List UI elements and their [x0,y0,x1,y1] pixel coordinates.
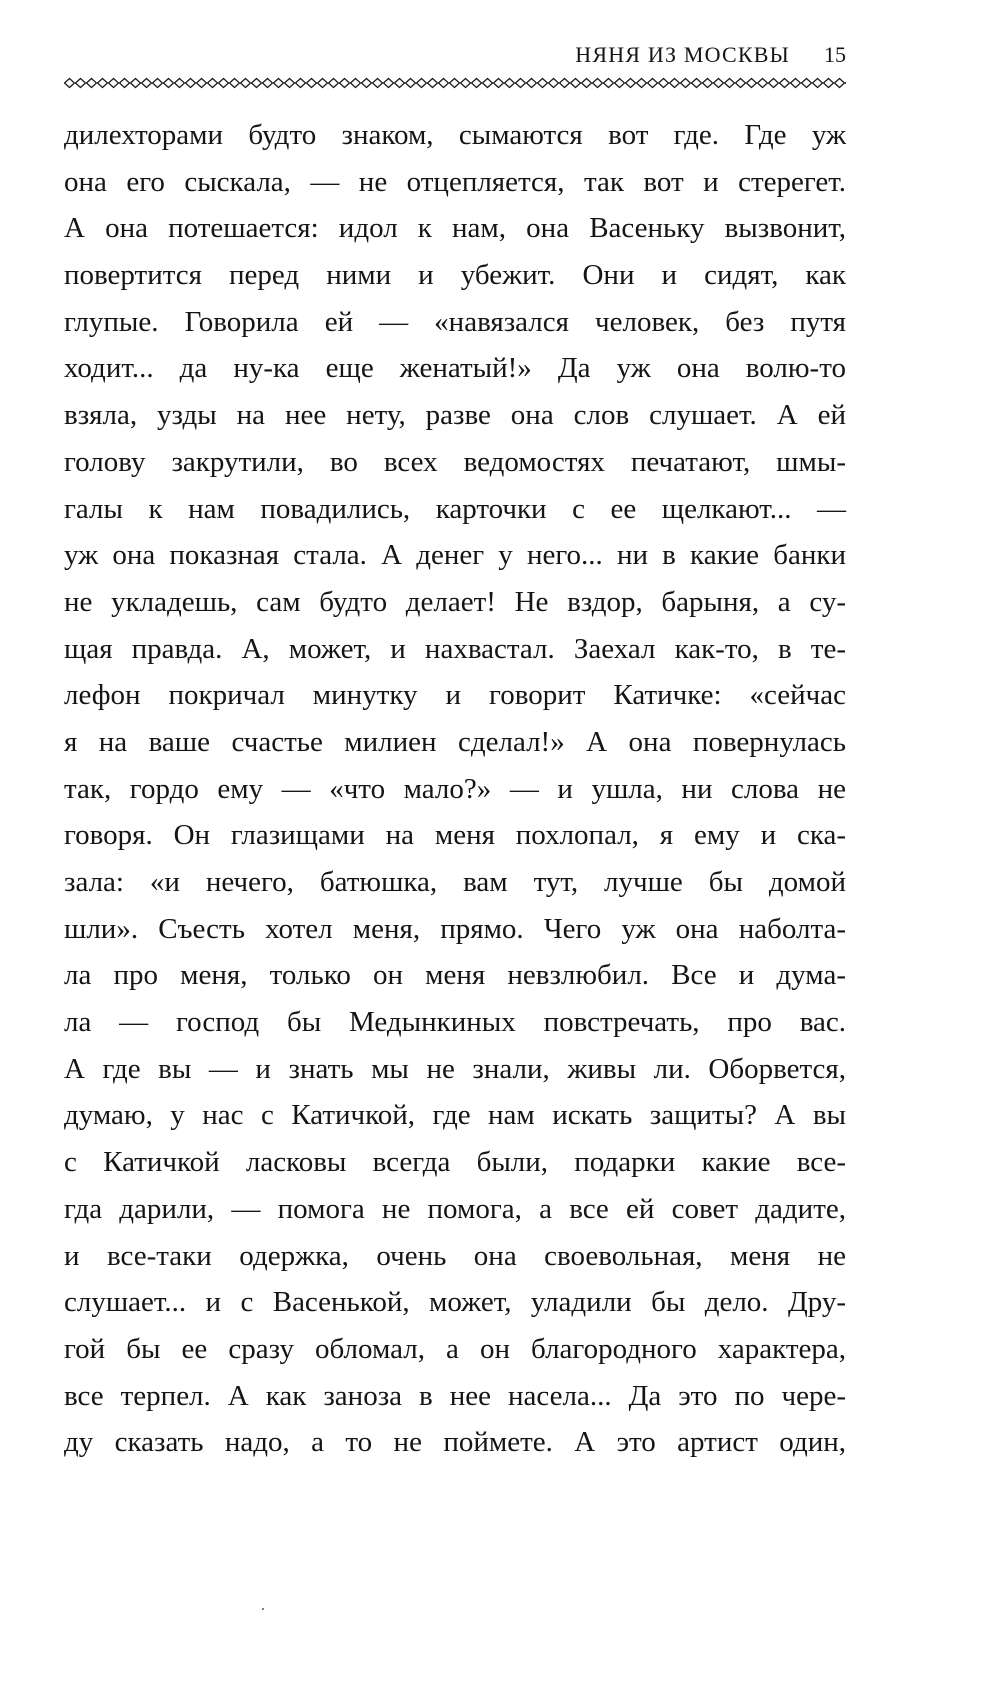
text-line: А она потешается: идол к нам, она Васеньку вызвонит, [64,212,846,245]
text-line: зала: «и нечего, батюшка, вам тут, лучше бы домой [64,866,846,898]
text-line: все терпел. А как заноза в нее насела... Да это по чере- [64,1379,846,1412]
text-line: голову закрутили, во всех ведомостях печатают, шмы- [64,445,846,478]
text-line: я на ваше счастье милиен сделал!» А она повернулась [64,725,846,758]
text-line: ходит... да ну-ка еще женатый!» Да уж она волю-то [64,352,846,385]
text-line: щая правда. А, может, и нахвастал. Заехал как-то, в те- [64,632,846,665]
body-text [64,112,846,1466]
text-line: гда дарили, — помога не помога, а все ей совет дадите, [64,1192,846,1225]
page-number: 15 [824,42,846,67]
text-line: говоря. Он глазищами на меня похлопал, я ему и ска- [64,819,846,852]
text-line: слушает... и с Васенькой, может, уладили бы дело. Дру- [64,1286,846,1319]
text-line: уж она показная стала. А денег у него... ни в какие банки [64,539,846,572]
text-line: не укладешь, сам будто делает! Не вздор, барыня, а су- [64,585,846,618]
text-line: галы к нам повадились, карточки с ее щелкают... — [64,492,846,525]
text-line: лефон покричал минутку и говорит Катичке: «сейчас [64,679,846,712]
print-speck [262,1608,264,1610]
text-line: думаю, у нас с Катичкой, где нам искать защиты? А вы [64,1099,846,1132]
text-line: А где вы — и знать мы не знали, живы ли. Оборвется, [64,1052,846,1085]
ornamental-rule [64,76,846,90]
text-line: глупые. Говорила ей — «навязался человек, без путя [64,305,846,338]
text-line: повертится перед ними и убежит. Они и сидят, как [64,259,846,292]
text-line: ду сказать надо, а то не поймете. А это артист один, [64,1426,846,1459]
running-title: НЯНЯ ИЗ МОСКВЫ [575,42,790,67]
text-line: она его сыскала, — не отцепляется, так вот и стерегет. [64,165,846,198]
text-line: ла — господ бы Медынкиных повстречать, про вас. [64,1006,846,1039]
running-header [66,40,846,74]
text-line: ла про меня, только он меня невзлюбил. Все и дума- [64,959,846,992]
text-line: взяла, узды на нее нету, разве она слов слушает. А ей [64,399,846,432]
text-line: так, гордо ему — «что мало?» — и ушла, ни слова не [64,772,846,805]
text-line: с Катичкой ласковы всегда были, подарки какие все- [64,1146,846,1179]
text-line: дилехторами будто знаком, сымаются вот где. Где уж [64,119,846,151]
text-line: шли». Съесть хотел меня, прямо. Чего уж она наболта- [64,912,846,945]
text-line: гой бы ее сразу обломал, а он благородного характера, [64,1332,846,1365]
text-line: и все-таки одержка, очень она своевольная, меня не [64,1239,846,1272]
